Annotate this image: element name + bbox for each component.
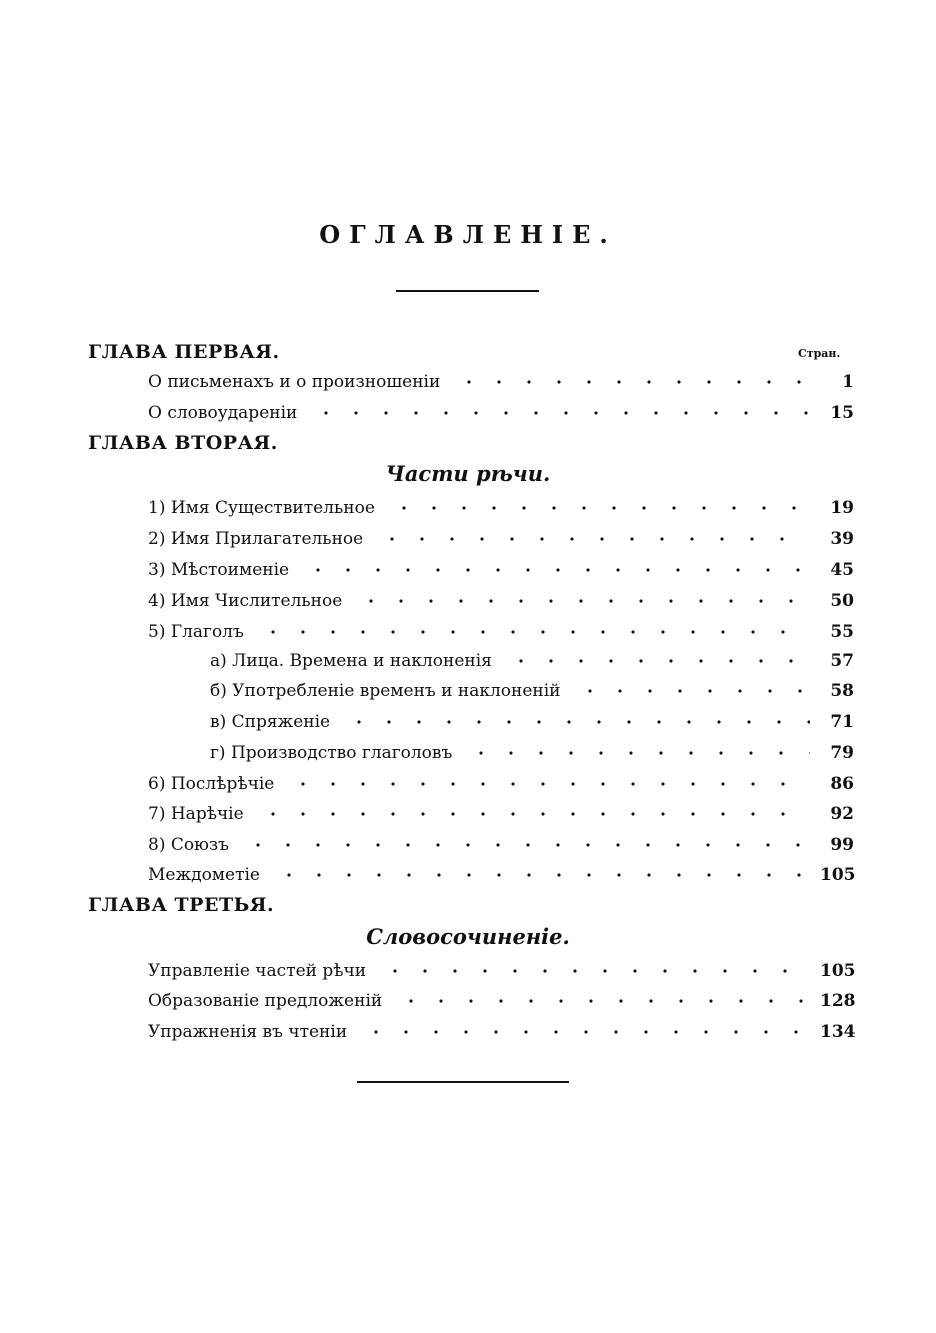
- toc-entry-label: Образованіе предложеній: [148, 991, 383, 1011]
- toc-entry-page: 15: [830, 403, 854, 423]
- dot-leader: [356, 588, 810, 614]
- toc-entry-page: 55: [830, 622, 854, 642]
- toc-entry: [148, 526, 854, 552]
- toc-entry-label: О письменахъ и о произношеніи: [148, 372, 441, 392]
- dot-leader: [258, 801, 810, 827]
- dot-leader: [243, 832, 810, 858]
- toc-entry: [148, 369, 854, 395]
- page-column-header: Стран.: [798, 347, 841, 360]
- toc-entry: [210, 648, 854, 674]
- toc-entry-page: 134: [820, 1022, 856, 1042]
- dot-leader: [389, 495, 810, 521]
- toc-entry-label: О словоудареніи: [148, 403, 298, 423]
- dot-leader: [377, 526, 810, 552]
- toc-entry-label: 8) Союзъ: [148, 835, 229, 855]
- chapter-heading-1: ГЛАВА ПЕРВАЯ.: [88, 341, 280, 363]
- toc-entry-label: а) Лица. Времена и наклоненія: [210, 651, 492, 671]
- dot-leader: [454, 369, 810, 395]
- toc-entry-page: 79: [830, 743, 854, 763]
- toc-entry: [148, 862, 854, 888]
- toc-entry-label: б) Употребленіе временъ и наклоненій: [210, 681, 561, 701]
- toc-entry-label: 1) Имя Существительное: [148, 498, 375, 518]
- dot-leader: [506, 648, 810, 674]
- toc-entry: [148, 771, 854, 797]
- toc-entry: [148, 958, 854, 984]
- toc-entry: [148, 557, 854, 583]
- toc-entry-label: 3) Мѣстоименіе: [148, 560, 290, 580]
- toc-entry-page: 105: [820, 961, 856, 981]
- page-title: ОГЛАВЛЕНІЕ.: [319, 220, 617, 249]
- toc-entry: [148, 400, 854, 426]
- toc-entry-label: 5) Глаголъ: [148, 622, 244, 642]
- dot-leader: [396, 988, 810, 1014]
- dot-leader: [288, 771, 810, 797]
- toc-entry: [210, 678, 854, 704]
- toc-entry: [148, 1019, 854, 1045]
- title-rule: [396, 290, 539, 292]
- dot-leader: [303, 557, 810, 583]
- toc-entry-label: в) Спряженіе: [210, 712, 331, 732]
- toc-entry-page: 57: [830, 651, 854, 671]
- toc-entry-label: 7) Нарѣчіе: [148, 804, 244, 824]
- toc-entry-label: 6) Послѣрѣчіе: [148, 774, 275, 794]
- toc-entry-page: 1: [842, 372, 854, 392]
- dot-leader: [380, 958, 810, 984]
- closing-rule: [357, 1081, 569, 1083]
- toc-entry-label: Междометіе: [148, 865, 260, 885]
- section-heading-parts-of-speech: Части рѣчи.: [385, 461, 551, 486]
- toc-entry: [148, 495, 854, 521]
- toc-entry-page: 128: [820, 991, 856, 1011]
- chapter-heading-3: ГЛАВА ТРЕТЬЯ.: [88, 894, 275, 916]
- toc-entry-page: 105: [820, 865, 856, 885]
- toc-entry-page: 99: [830, 835, 854, 855]
- toc-entry: [148, 588, 854, 614]
- dot-leader: [466, 740, 810, 766]
- toc-entry-page: 50: [830, 591, 854, 611]
- dot-leader: [344, 709, 810, 735]
- toc-entry-page: 19: [830, 498, 854, 518]
- toc-entry-page: 39: [830, 529, 854, 549]
- section-heading-syntax: Словосочиненіе.: [366, 924, 570, 949]
- dot-leader: [274, 862, 810, 888]
- dot-leader: [361, 1019, 810, 1045]
- dot-leader: [311, 400, 810, 426]
- toc-entry: [210, 709, 854, 735]
- toc-entry-page: 92: [830, 804, 854, 824]
- toc-entry-page: 58: [830, 681, 854, 701]
- toc-entry-label: 4) Имя Числительное: [148, 591, 343, 611]
- toc-entry: [148, 988, 854, 1014]
- toc-entry-label: г) Производство глаголовъ: [210, 743, 453, 763]
- toc-entry-label: 2) Имя Прилагательное: [148, 529, 364, 549]
- toc-entry: [148, 832, 854, 858]
- toc-entry-page: 45: [830, 560, 854, 580]
- toc-entry-label: Упражненія въ чтеніи: [148, 1022, 348, 1042]
- dot-leader: [258, 619, 810, 645]
- toc-entry-label: Управленіе частей рѣчи: [148, 961, 367, 981]
- dot-leader: [575, 678, 811, 704]
- chapter-heading-2: ГЛАВА ВТОРАЯ.: [88, 432, 278, 454]
- toc-entry: [148, 619, 854, 645]
- toc-entry-page: 71: [830, 712, 854, 732]
- toc-entry: [148, 801, 854, 827]
- toc-entry-page: 86: [830, 774, 854, 794]
- toc-entry: [210, 740, 854, 766]
